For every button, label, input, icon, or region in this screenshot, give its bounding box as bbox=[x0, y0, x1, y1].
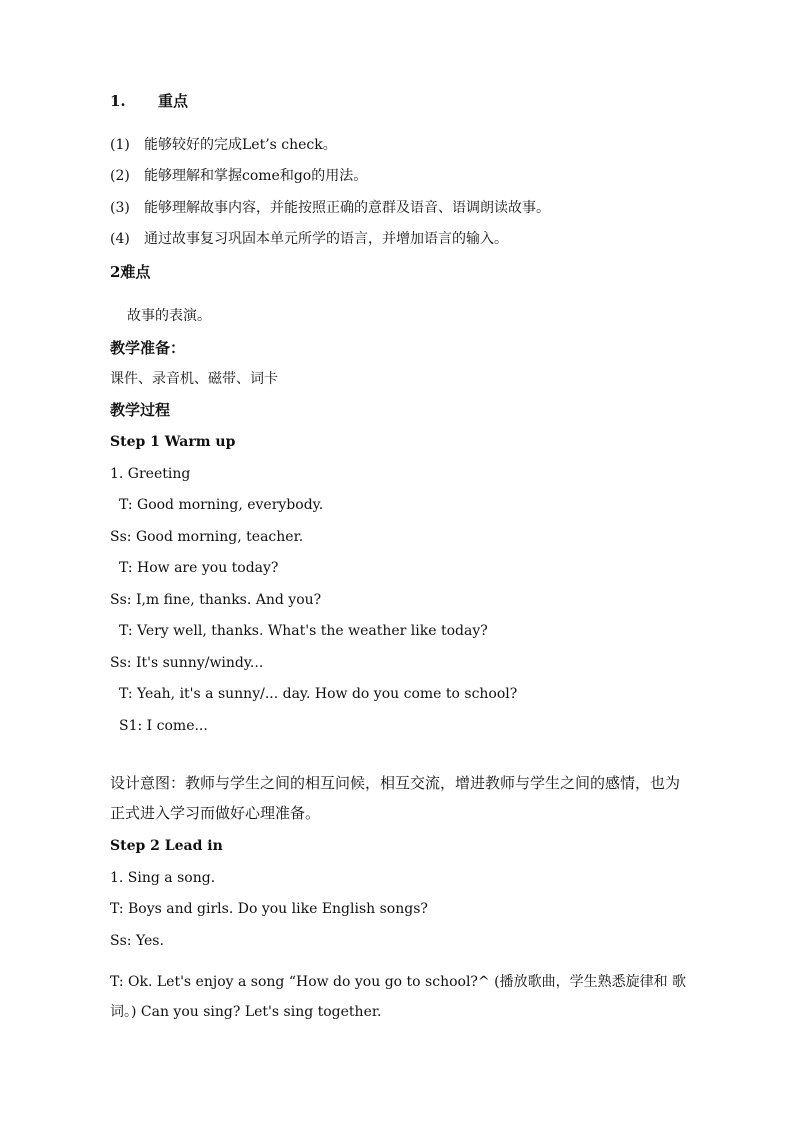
dialogue-line: T: Good morning, everybody. bbox=[119, 497, 324, 513]
step2-sub: 1. Sing a song. bbox=[110, 870, 216, 886]
prep-text: 课件、录音机、磁带、词卡 bbox=[110, 371, 278, 387]
process-heading: 教学过程 bbox=[110, 401, 171, 419]
design-intent: 设计意图：教师与学生之间的相互问候，相互交流，增进教师与学生之间的感情，也为正式进入学习而做好心理准备。 bbox=[110, 774, 681, 822]
key-point-item bbox=[110, 198, 550, 218]
dialogue-line: T: Yeah, it's a sunny/... day. How do you come to school? bbox=[119, 686, 518, 702]
item-index: (2) bbox=[110, 168, 130, 184]
dialogue-line: Ss: Yes. bbox=[110, 933, 164, 949]
key-point-item bbox=[110, 166, 367, 186]
dialogue-line: Ss: I,m fine, thanks. And you? bbox=[110, 592, 322, 608]
heading-number: 1. bbox=[110, 92, 126, 110]
item-text: 通过故事复习巩固本单元所学的语言，并增加语言的输入。 bbox=[144, 231, 508, 247]
item-index: (1) bbox=[110, 137, 130, 153]
item-text: 能够理解和掌握come和go的用法。 bbox=[144, 168, 368, 184]
key-points-heading bbox=[110, 91, 188, 111]
dialogue-line: Ss: It's sunny/windy... bbox=[110, 655, 264, 671]
difficult-text: 故事的表演。 bbox=[127, 308, 211, 324]
dialogue-line: T: Boys and girls. Do you like English songs? bbox=[110, 901, 428, 917]
step1-sub: 1. Greeting bbox=[110, 466, 191, 482]
difficult-heading: 2难点 bbox=[110, 263, 151, 281]
song-instruction: T: Ok. Let's enjoy a song “How do you go to school?^ (播放歌曲，学生熟悉旋律和 歌词。) Can you sing? Let's sing together. bbox=[110, 974, 687, 1020]
item-index: (4) bbox=[110, 231, 130, 247]
prep-heading: 教学准备： bbox=[110, 339, 186, 357]
item-text: 能够较好的完成Let’s check。 bbox=[144, 137, 337, 153]
dialogue-line: T: Very well, thanks. What's the weather like today? bbox=[119, 623, 488, 639]
dialogue-line: S1: I come... bbox=[119, 718, 208, 734]
item-index: (3) bbox=[110, 200, 130, 216]
step2-heading: Step 2 Lead in bbox=[110, 838, 223, 854]
heading-title: 重点 bbox=[158, 92, 189, 110]
dialogue-line: T: How are you today? bbox=[119, 560, 279, 576]
dialogue-line: Ss: Good morning, teacher. bbox=[110, 529, 304, 545]
key-point-item bbox=[110, 229, 508, 249]
item-text: 能够理解故事内容，并能按照正确的意群及语音、语调朗读故事。 bbox=[144, 200, 550, 216]
key-point-item bbox=[110, 135, 337, 155]
step1-heading: Step 1 Warm up bbox=[110, 434, 236, 450]
